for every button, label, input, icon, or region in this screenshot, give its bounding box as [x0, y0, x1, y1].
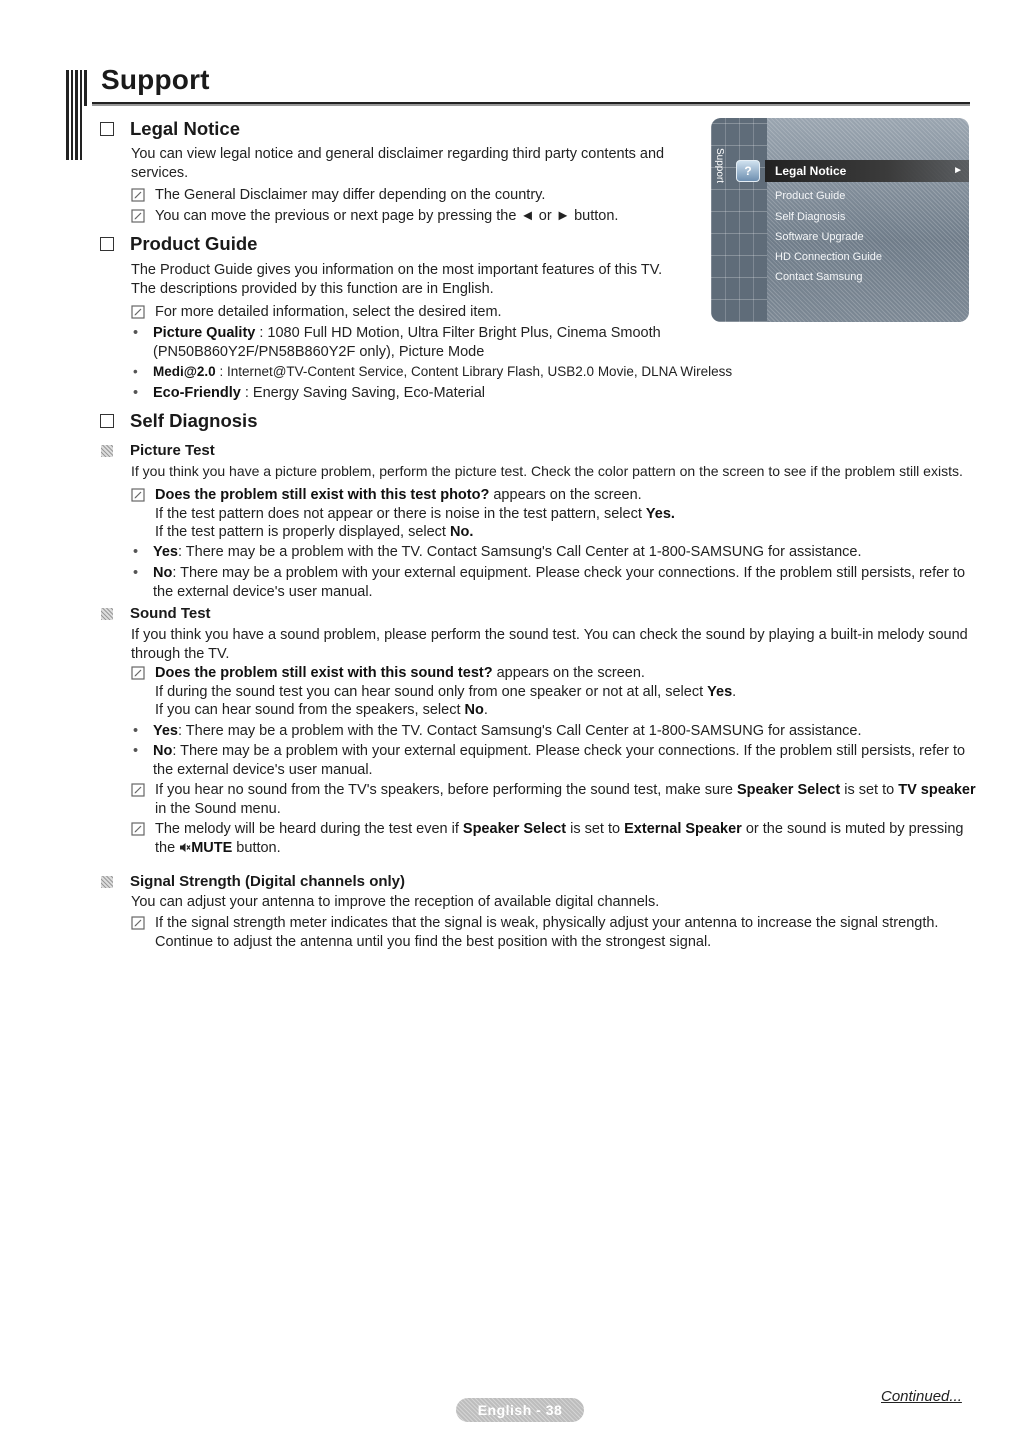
continued-label: Continued...	[881, 1388, 962, 1405]
note-icon	[131, 666, 145, 680]
signal-strength-heading: Signal Strength (Digital channels only)	[101, 873, 405, 890]
legal-notice-heading: Legal Notice	[100, 118, 240, 140]
tv-menu-item: Product Guide	[775, 190, 846, 202]
page-title: Support	[101, 64, 210, 95]
note-icon	[131, 488, 145, 502]
legal-note-2: You can move the previous or next page by pressing the ◄ or ► button.	[131, 207, 618, 226]
bullet-picture-quality: • Picture Quality : 1080 Full HD Motion, Ultra Filter Bright Plus, Cinema Smooth (PN50B860Y2F/PN58B860Y2F only), Picture Mode	[133, 325, 661, 360]
bullet-medi: • Medi@2.0 : Internet@TV-Content Service, Content Library Flash, USB2.0 Movie, DLNA Wireless	[133, 364, 733, 379]
mute-icon	[179, 842, 191, 853]
picture-test-heading: Picture Test	[101, 442, 215, 459]
signal-strength-note: If the signal strength meter indicates that the signal is weak, physically adjust your antenna to increase the signal strength. Continue to adjust the antenna until you find the best position with the strongest signal.	[131, 914, 938, 951]
picture-no-bullet: • No: There may be a problem with your external equipment. Please check your connections. If the problem still persists, refer to the external device's user manual.	[133, 565, 966, 600]
tv-menu-item: Self Diagnosis	[775, 211, 846, 223]
tv-menu-selected-item: Legal Notice ►	[765, 160, 969, 182]
tv-support-menu	[711, 118, 969, 322]
sound-yes-bullet: • Yes: There may be a problem with the TV. Contact Samsung's Call Center at 1-800-SAMSUNG for assistance.	[133, 723, 862, 739]
product-guide-heading: Product Guide	[100, 233, 257, 255]
sound-note-melody: The melody will be heard during the test even if Speaker Select is set to External Speaker or the sound is muted by pressing the MUTE button.	[131, 820, 963, 857]
tv-menu-item: Software Upgrade	[775, 231, 864, 243]
section-marker-icon	[101, 608, 113, 620]
product-note-1: For more detailed information, select the desired item.	[131, 303, 502, 322]
bullet-eco-friendly: • Eco-Friendly : Energy Saving Saving, Eco-Material	[133, 385, 486, 401]
picture-test-note: Does the problem still exist with this test photo? appears on the screen. If the test pattern does not appear or there is noise in the test pattern, select Yes. If the test pattern is properly displayed, select No.	[131, 486, 675, 542]
product-guide-body-1: The Product Guide gives you information on the most important features of this TV.	[131, 262, 663, 278]
sound-no-bullet: • No: There may be a problem with your external equipment. Please check your connections. If the problem still persists, refer to the external device's user manual.	[133, 743, 966, 778]
checkbox-icon	[100, 237, 114, 251]
tv-menu-item: HD Connection Guide	[775, 251, 883, 263]
header-decoration	[66, 70, 90, 160]
product-guide-body-2: The descriptions provided by this function are in English.	[131, 281, 494, 297]
note-icon	[131, 305, 145, 319]
sound-note-speaker: If you hear no sound from the TV's speakers, before performing the sound test, make sure Speaker Select is set to TV speaker in the Sound menu.	[131, 781, 976, 818]
note-icon	[131, 188, 145, 202]
picture-test-body: If you think you have a picture problem, perform the picture test. Check the color pattern on the screen to see if the problem still exists.	[131, 463, 963, 479]
note-icon	[131, 916, 145, 930]
sound-test-note: Does the problem still exist with this sound test? appears on the screen. If during the sound test you can hear sound only from one speaker or not at all, select Yes. If you can hear sound from the speakers, select No.	[131, 664, 736, 720]
section-marker-icon	[101, 445, 113, 457]
legal-note-1: The General Disclaimer may differ depending on the country.	[131, 186, 545, 205]
checkbox-icon	[100, 414, 114, 428]
sound-test-body: If you think you have a sound problem, please perform the sound test. You can check the sound by playing a built-in melody sound through the TV.	[131, 627, 968, 662]
checkbox-icon	[100, 122, 114, 136]
note-icon	[131, 822, 145, 836]
tv-menu-item: Contact Samsung	[775, 271, 863, 283]
picture-yes-bullet: • Yes: There may be a problem with the TV. Contact Samsung's Call Center at 1-800-SAMSUNG for assistance.	[133, 544, 862, 560]
tv-menu-side-label: Support	[714, 148, 725, 184]
help-icon: ?	[736, 160, 760, 182]
signal-strength-body: You can adjust your antenna to improve the reception of available digital channels.	[131, 894, 660, 910]
note-icon	[131, 209, 145, 223]
sound-test-heading: Sound Test	[101, 605, 211, 622]
self-diagnosis-heading: Self Diagnosis	[100, 410, 257, 432]
section-marker-icon	[101, 876, 113, 888]
title-divider	[92, 102, 970, 106]
note-icon	[131, 783, 145, 797]
page-number-badge: English - 38	[456, 1398, 584, 1422]
legal-notice-body: You can view legal notice and general disclaimer regarding third party contents and services.	[131, 146, 665, 181]
arrow-right-icon: ►	[953, 165, 963, 176]
